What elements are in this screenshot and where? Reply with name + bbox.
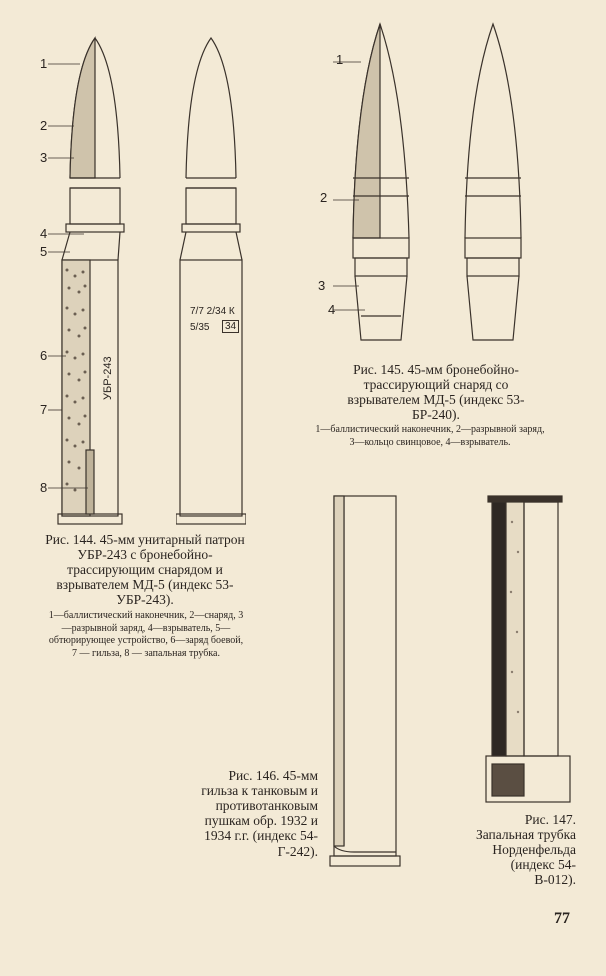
fig144-outline-drawing xyxy=(176,30,246,530)
fig144-section-drawing xyxy=(40,30,150,530)
fig144-stamp-line2: 5/35 xyxy=(190,322,210,333)
fig147-primer-drawing xyxy=(478,492,578,812)
fig144-case-label: УБР-243 xyxy=(102,356,114,400)
fig144-callout-7: 7 xyxy=(40,402,48,417)
fig144-caption: Рис. 144. 45-мм унитарный патрон УБР-243 с бронебойно-трассирующим снарядом и взрывателем МД-5 (индекс 53-УБР-243). xyxy=(45,532,245,608)
fig144-stamp-line1: 7/7 2/34 К xyxy=(190,306,235,317)
fig145-callout-1: 1 xyxy=(336,52,344,67)
fig144-legend: 1—баллистический наконечник, 2—снаряд, 3—разрывной заряд, 4—взрыватель, 5—обтюрирующее устройство, 6—заряд боевой, 7 — гильза, 8 — запальная трубка. xyxy=(48,610,244,659)
fig145-section-drawing xyxy=(325,18,435,358)
page-number: 77 xyxy=(554,910,570,927)
fig144-callout-6: 6 xyxy=(40,348,48,363)
fig144-callout-3: 3 xyxy=(40,150,48,165)
fig144-callout-1: 1 xyxy=(40,56,48,71)
fig145-callout-3: 3 xyxy=(318,278,326,293)
fig145-callout-2: 2 xyxy=(320,190,328,205)
fig145-caption: Рис. 145. 45-мм бронебойно-трассирующий снаряд со взрывателем МД-5 (индекс 53-БР-240). xyxy=(347,362,525,423)
fig146-case-drawing xyxy=(320,490,410,875)
fig145-legend: 1—баллистический наконечник, 2—разрывной заряд, 3—кольцо свинцовое, 4—взрыватель. xyxy=(315,424,545,448)
fig144-callout-4: 4 xyxy=(40,226,48,241)
fig145-callout-4: 4 xyxy=(328,302,336,317)
fig144-callout-2: 2 xyxy=(40,118,48,133)
fig144-callout-5: 5 xyxy=(40,244,48,259)
fig147-caption: Рис. 147. Запальная трубка Норденфельда (индекс 54-В-012). xyxy=(475,812,576,888)
fig144-callout-8: 8 xyxy=(40,480,48,495)
fig145-outline-drawing xyxy=(453,18,533,358)
fig144-stamp-box: 34 xyxy=(222,320,239,333)
fig146-caption: Рис. 146. 45-мм гильза к танковым и противотанковым пушкам обр. 1932 и 1934 г.г. (индекс 54-Г-242). xyxy=(201,768,318,859)
